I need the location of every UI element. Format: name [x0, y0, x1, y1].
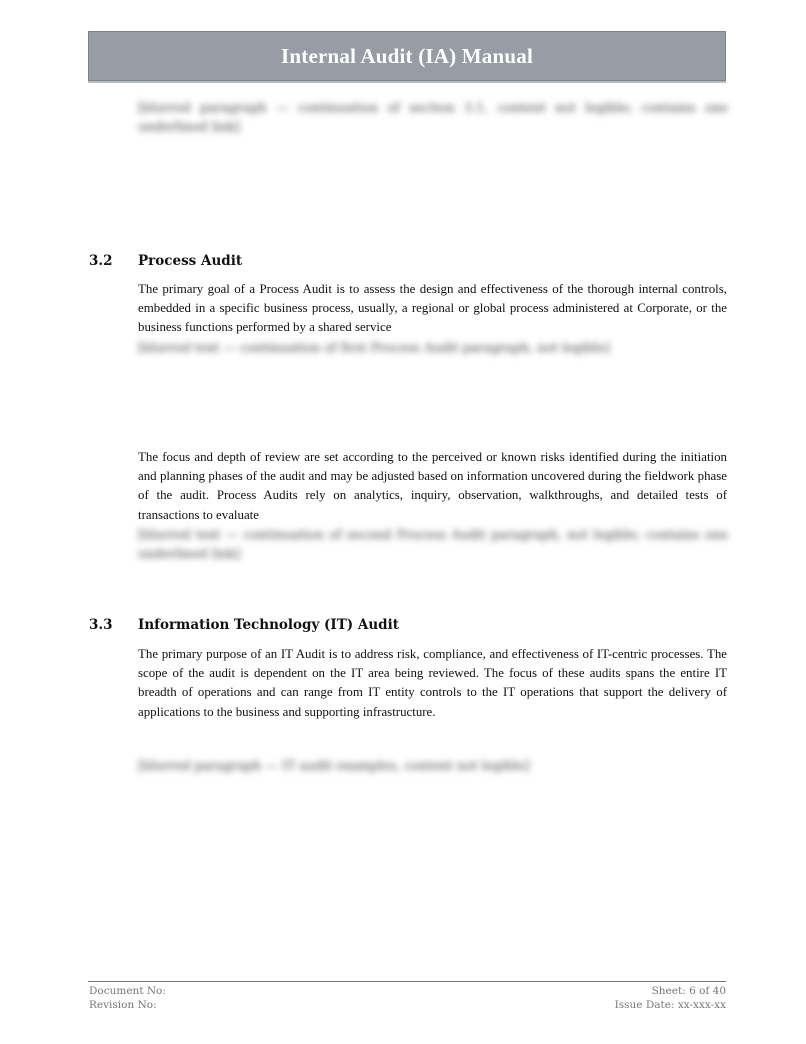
blurred-it-examples: [blurred paragraph — IT audit examples, content not legible] [138, 758, 530, 773]
process-audit-paragraph-2: The focus and depth of review are set according to the perceived or known risks identified during the initiation and planning phases of the audit and may be adjusted based on information uncovered during the fieldwork phase of the audit. Process Audits rely on analytics, inquiry, observation, walkthroughs, and detailed tests of transactions to evaluate [138, 450, 727, 522]
document-header-bar [88, 31, 726, 81]
footer-divider [88, 981, 726, 982]
section-number-3-3: 3.3 [89, 617, 113, 633]
process-audit-paragraph-1: The primary goal of a Process Audit is to assess the design and effectiveness of the thorough internal controls, embedded in a specific business process, usually, a regional or global process administered at Corporate, or the business functions performed by a shared service [138, 282, 727, 335]
revision-number-label: Revision No: [89, 999, 157, 1011]
it-audit-paragraph-1: The primary purpose of an IT Audit is to address risk, compliance, and effectiveness of IT-centric processes. The scope of the audit is dependent on the IT area being reviewed. The focus of these audits spans the entire IT breadth of operations and can range from IT entity controls to the IT operations that support the delivery of applications to the business and supporting infrastructure. [138, 647, 727, 719]
footer-left [89, 984, 166, 1012]
blurred-process-continuation: [blurred text — continuation of first Process Audit paragraph, not legible] [138, 340, 611, 355]
section-number-3-2: 3.2 [89, 253, 113, 269]
section-title-it-audit: Information Technology (IT) Audit [138, 617, 399, 633]
issue-date: Issue Date: xx-xxx-xx [614, 999, 726, 1011]
section-title-process-audit: Process Audit [138, 253, 243, 269]
document-number-label: Document No: [89, 985, 166, 997]
footer-right [615, 984, 726, 1012]
blurred-process-continuation-2: [blurred text — continuation of second Process Audit paragraph, not legible; contains one underlined link] [138, 527, 728, 561]
sheet-number: Sheet: 6 of 40 [651, 985, 726, 997]
document-title: Internal Audit (IA) Manual [281, 43, 533, 68]
blurred-intro-paragraph: [blurred paragraph — continuation of section 3.1, content not legible; contains one underlined link] [138, 100, 728, 134]
